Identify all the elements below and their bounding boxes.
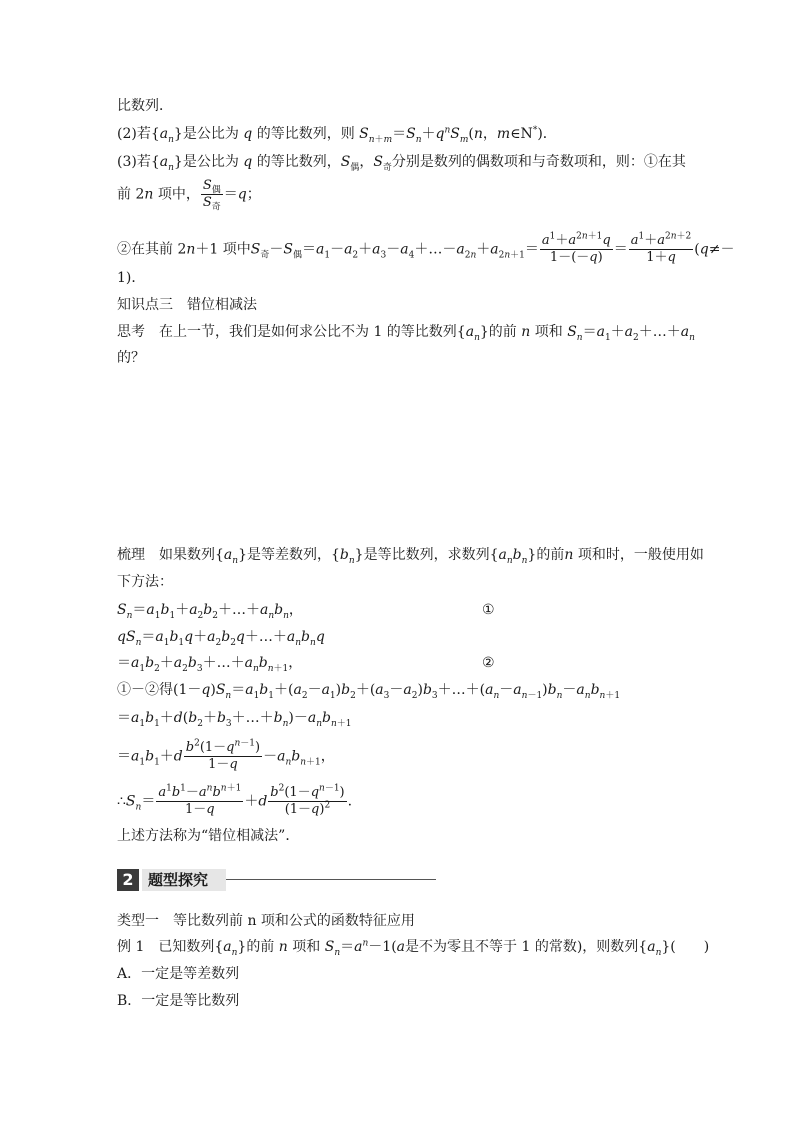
text-line-6: 1)． <box>117 270 146 286</box>
fraction-final-2: $\frac{b^2(1-q^{n-1})}{(1-q)^2}$ <box>270 783 345 817</box>
think-question: 思考 在上一节，我们是如何求公比不为 1 的等比数列$\{a_n\}$的前 n 项和 $S_n=a_1+a_2+\dots+a_n$ <box>117 324 695 343</box>
fraction-final-1: $\frac{a^1b^1-a^nb^{n+1}}{1-q}$ <box>158 783 242 817</box>
equation-subtract: ①－②得$(1-q)S_n=a_1b_1+(a_2-a_1)b_2+(a_3-a_2)b_3+\dots+(a_n-a_{n-1})b_n-a_nb_{n+1}$ <box>117 682 621 701</box>
summary-paragraph-2: 下方法： <box>117 574 173 590</box>
fraction-s-even-over-s-odd: $\frac{S_偶}{S_奇}$ <box>202 178 221 213</box>
equation-step-geometric: $=a_1b_1+d$ $\frac{b^2(1-q^{n-1})}{1-q}$ $-a_nb_{n+1}$， <box>117 738 335 772</box>
text-line-1: 比数列． <box>117 98 173 114</box>
section-title: 题型探究 <box>142 869 226 891</box>
text-line-3: (3)若$\{a_n\}$是公比为 q 的等比数列，$S_偶$，$S_奇$分别是数列的偶数项和与奇数项和，则：①在其 <box>117 154 686 173</box>
summary-paragraph: 梳理 如果数列$\{a_n\}$是等差数列，$\{b_n\}$是等比数列，求数列$\{a_nb_n\}$的前n 项和时，一般使用如 <box>117 547 704 566</box>
equation-marker-1: ① <box>482 602 495 618</box>
equation-q-s-n-expanded: $=a_1b_2+a_2b_3+\dots+a_nb_{n+1}$， <box>117 655 303 674</box>
example-1-question: 例 1 已知数列$\{a_n\}$的前 n 项和 $S_n=a^n-1(a$是不为零且不等于 1 的常数)，则数列$\{a_n\}$( ) <box>117 938 710 958</box>
type-1-heading: 类型一 等比数列前 n 项和公式的函数特征应用 <box>117 913 415 929</box>
knowledge-point-3-title: 知识点三 错位相减法 <box>117 297 257 313</box>
fraction-odd-even-diff-1: $\frac{a^1+a^{2n+1}q}{1-(-q)}$ <box>541 231 611 265</box>
section-divider <box>226 879 436 880</box>
fraction-odd-even-diff-2: $\frac{a^1+a^{2n+2}}{1+q}$ <box>630 231 692 265</box>
option-a: A．一定是等差数列 <box>117 966 240 982</box>
equation-step-d: $=a_1b_1+d(b_2+b_3+\dots+b_n)-a_nb_{n+1}$ <box>117 710 352 729</box>
text-line-4: 前 2n 项中， $\frac{S_偶}{S_奇}$ ＝q； <box>117 178 261 213</box>
text-line-2: (2)若$\{a_n\}$是公比为 q 的等比数列，则 $S_{n+m}=S_n+q^nS_m(n$，m∈N*)． <box>117 125 557 145</box>
fraction-geometric-sum: $\frac{b^2(1-q^{n-1})}{1-q}$ <box>185 738 261 772</box>
text-line-5: ②在其前 2n＋1 项中$S_奇-S_偶=a_1-a_2+a_3-a_4+\dots-a_{2n}+a_{2n+1}=$ $\frac{a^1+a^{2n+1}q}{1-(-q)}$ ＝ $\frac{a^1+a^{2n+2}}{1+q}$ (q≠－ <box>117 231 735 265</box>
method-conclusion: 上述方法称为“错位相减法”． <box>117 828 300 844</box>
equation-marker-2: ② <box>482 655 495 671</box>
think-question-end: 的？ <box>117 350 145 366</box>
section-number-badge: 2 <box>117 869 139 891</box>
equation-q-s-n: $qS_n=a_1b_1q+a_2b_2q+\dots+a_nb_nq$ <box>117 629 325 648</box>
equation-s-n: $S_n=a_1b_1+a_2b_2+\dots+a_nb_n$， <box>117 602 303 621</box>
equation-final: $\therefore S_n=$ $\frac{a^1b^1-a^nb^{n+1}}{1-q}$ ＋d $\frac{b^2(1-q^{n-1})}{(1-q)^2}$ . <box>117 783 353 817</box>
option-b: B．一定是等比数列 <box>117 993 240 1009</box>
